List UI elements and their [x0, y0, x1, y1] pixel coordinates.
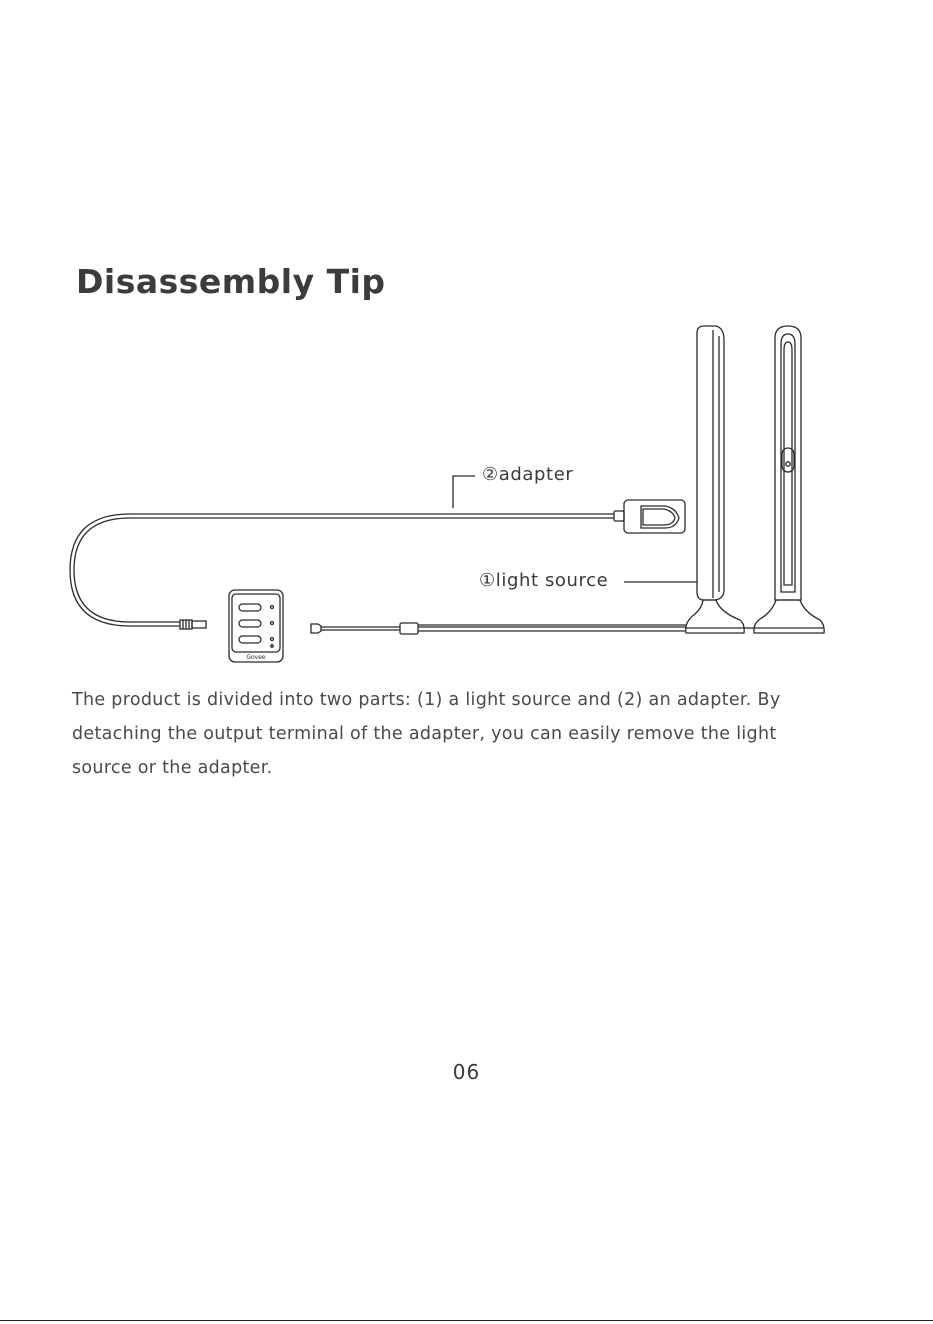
bottom-rule	[0, 1320, 933, 1321]
page-number: 06	[452, 1060, 481, 1084]
page-title: Disassembly Tip	[76, 262, 386, 301]
light-bar-right	[754, 326, 824, 633]
light-source-label: ①light source	[479, 570, 609, 591]
light-bar-left	[686, 326, 744, 633]
adapter-leader-line	[453, 476, 475, 508]
description-line: detaching the output terminal of the adapter, you can easily remove the light	[72, 724, 777, 744]
description-paragraph	[72, 683, 872, 785]
description-line: source or the adapter.	[72, 758, 273, 778]
adapter-box	[614, 500, 685, 533]
controller	[229, 590, 283, 662]
controller-brand: Govee	[246, 654, 266, 661]
description-line: The product is divided into two parts: (1) a light source and (2) an adapter. By	[72, 690, 781, 710]
adapter-label: ②adapter	[482, 464, 574, 485]
